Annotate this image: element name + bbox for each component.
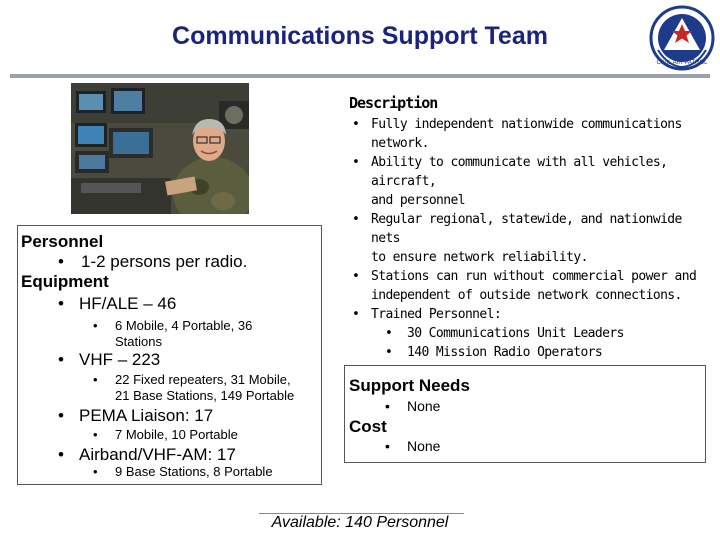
bullet-icon: • bbox=[58, 445, 64, 464]
equipment-item-pema: PEMA Liaison: 17 bbox=[79, 406, 214, 425]
description-heading: Description bbox=[349, 94, 438, 112]
equipment-item-vhf: VHF – 223 bbox=[79, 350, 161, 369]
support-needs-item: None bbox=[407, 398, 441, 414]
description-item bbox=[347, 115, 707, 153]
personnel-heading: Personnel bbox=[21, 232, 104, 251]
logo-text: CIVIL AIR PATROL bbox=[656, 60, 708, 66]
bullet-icon: • bbox=[93, 464, 98, 479]
availability-footer: Available: 140 Personnel bbox=[271, 514, 449, 531]
description-sub-item-text: 140 Mission Radio Operators bbox=[407, 345, 603, 360]
support-needs-heading: Support Needs bbox=[349, 376, 470, 395]
support-needs-panel bbox=[344, 365, 706, 463]
description-item bbox=[347, 153, 707, 210]
description-item bbox=[347, 305, 707, 324]
equipment-detail-vhf-1: 22 Fixed repeaters, 31 Mobile, bbox=[115, 372, 291, 387]
description-sub-item bbox=[347, 343, 707, 362]
description-sub-item-text: 30 Communications Unit Leaders bbox=[407, 326, 624, 341]
bullet-icon: • bbox=[385, 438, 390, 454]
description-item-line: to ensure network reliability. bbox=[371, 250, 588, 265]
bullet-icon: • bbox=[385, 345, 393, 360]
bullet-icon: • bbox=[385, 326, 393, 341]
bullet-icon: • bbox=[385, 398, 390, 414]
title-divider bbox=[10, 74, 710, 78]
personnel-item: 1-2 persons per radio. bbox=[81, 252, 248, 271]
description-sub-item bbox=[347, 324, 707, 343]
bullet-icon: • bbox=[93, 427, 98, 442]
equipment-item-hf-ale: HF/ALE – 46 bbox=[79, 294, 177, 313]
equipment-detail-airband: 9 Base Stations, 8 Portable bbox=[115, 464, 273, 479]
description-list bbox=[347, 115, 707, 362]
description-item-line: Regular regional, statewide, and nationwide nets bbox=[371, 212, 682, 246]
bullet-icon: • bbox=[58, 406, 64, 425]
bullet-icon: • bbox=[352, 212, 360, 227]
bullet-icon: • bbox=[58, 294, 64, 313]
description-item bbox=[347, 210, 707, 267]
cost-heading: Cost bbox=[349, 417, 387, 436]
equipment-detail-pema: 7 Mobile, 10 Portable bbox=[115, 427, 238, 442]
personnel-equipment-panel bbox=[17, 225, 322, 485]
civil-air-patrol-logo bbox=[648, 4, 716, 72]
bullet-icon: • bbox=[352, 269, 360, 284]
bullet-icon: • bbox=[93, 372, 98, 387]
operator-photo bbox=[71, 83, 249, 214]
description-item-line: Ability to communicate with all vehicles, aircraft, bbox=[371, 155, 668, 189]
equipment-detail-vhf-2: 21 Base Stations, 149 Portable bbox=[115, 388, 295, 403]
description-item bbox=[347, 267, 707, 305]
bullet-icon: • bbox=[58, 252, 64, 271]
equipment-item-airband: Airband/VHF-AM: 17 bbox=[79, 445, 236, 464]
description-item-line: Stations can run without commercial power and bbox=[371, 269, 697, 284]
description-item-line: and personnel bbox=[371, 193, 465, 208]
bullet-icon: • bbox=[352, 117, 360, 132]
bullet-icon: • bbox=[58, 350, 64, 369]
description-item-line: Fully independent nationwide communications bbox=[371, 117, 682, 132]
description-item-line: network. bbox=[371, 136, 429, 151]
equipment-detail-hf-ale-1: 6 Mobile, 4 Portable, 36 bbox=[115, 318, 253, 333]
equipment-detail-hf-ale-2: Stations bbox=[115, 334, 162, 349]
description-item-line: independent of outside network connections. bbox=[371, 288, 682, 303]
bullet-icon: • bbox=[93, 318, 98, 333]
equipment-heading: Equipment bbox=[21, 272, 109, 291]
bullet-icon: • bbox=[352, 155, 360, 170]
cost-item: None bbox=[407, 438, 441, 454]
description-item-line: Trained Personnel: bbox=[371, 307, 502, 322]
page-title: Communications Support Team bbox=[172, 22, 548, 50]
bullet-icon: • bbox=[352, 307, 360, 322]
